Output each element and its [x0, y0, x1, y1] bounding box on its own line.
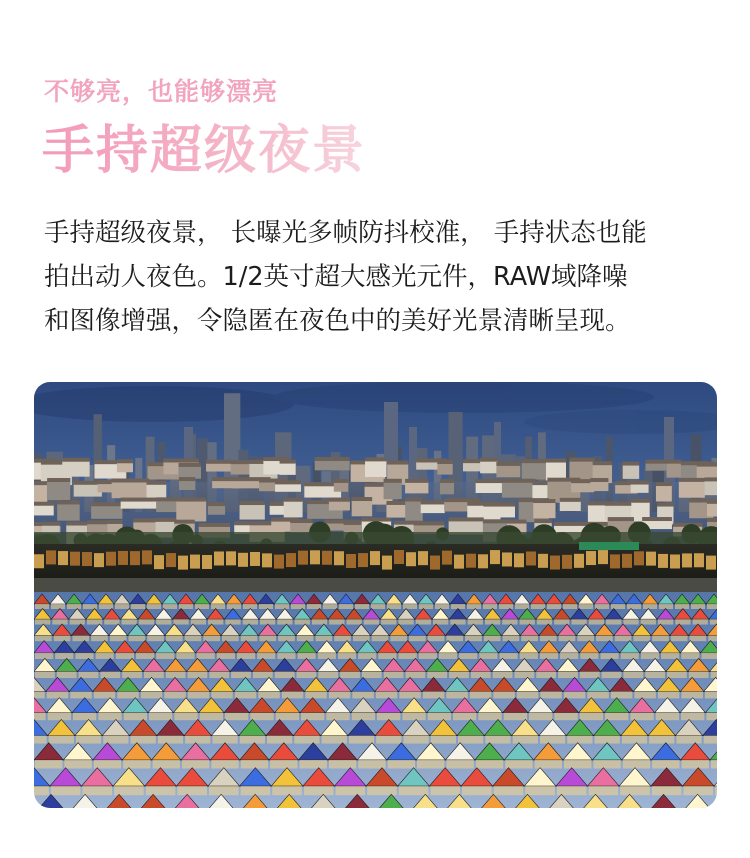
section-subtitle: 不够亮，也能够漂亮: [44, 77, 279, 106]
description-line: 和图像增强，令隐匿在夜色中的美好光景清晰呈现。: [44, 306, 631, 336]
night-market-photo: [34, 382, 717, 808]
description-line: 手持超级夜景， 长曝光多帧防抖校准， 手持状态也能: [44, 218, 647, 248]
night-market-illustration: [34, 382, 717, 808]
section-title: 手持超级夜景: [42, 108, 366, 183]
description-line: 拍出动人夜色。1/2英寸超大感光元件，RAW域降噪: [44, 262, 628, 292]
feature-description: [44, 211, 708, 343]
